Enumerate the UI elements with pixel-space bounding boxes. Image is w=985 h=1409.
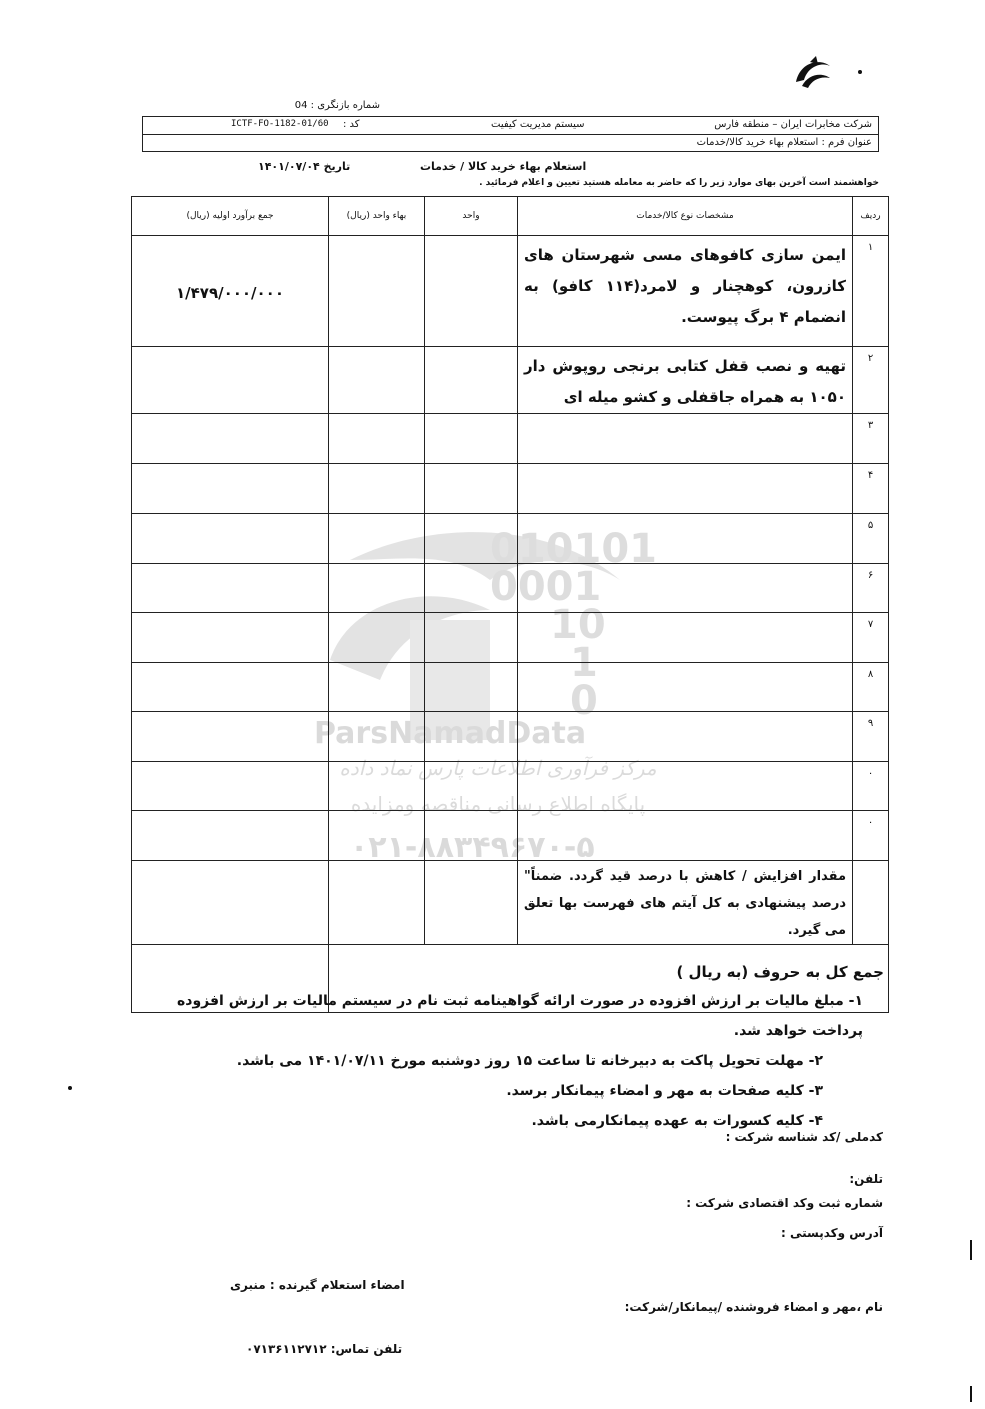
row-number: ۲ [867,353,874,364]
table-row [132,613,889,663]
row-unit [425,514,518,564]
row-unit [425,663,518,712]
row-total [132,861,329,945]
table-row [132,663,889,712]
table-row [132,564,889,613]
code-value: ICTF-FO-1182-01/60 [231,119,329,129]
company-logo [790,52,836,92]
row-description [518,613,853,663]
phone-field: تلفن: [849,1172,883,1186]
watermark-digits-2: 0001 [490,564,602,610]
note-item: ۳- کلیه صفحات به مهر و امضاء پیمانکار برسد. [506,1083,823,1099]
row-total [132,811,329,861]
row-unit-price [329,712,425,762]
watermark-phone: ۰۲۱-۸۸۳۴۹۶۷۰-۵ [350,830,595,865]
row-description [518,514,853,564]
row-unit-price [329,861,425,945]
header-description: مشخصات نوع کالا/خدمات [518,197,853,236]
items-table [131,196,889,1013]
header-box [142,116,879,152]
quality-system: سیستم مدیریت کیفیت [491,119,585,130]
watermark-digits-4: 1 [570,640,598,686]
table-row [132,464,889,514]
table-header-row [132,197,889,236]
row-unit-price [329,613,425,663]
national-id-field: کدملی /کد شناسه شرکت : [725,1130,883,1144]
row-total [132,762,329,811]
watermark-brand: ParsNamadData [314,716,587,751]
row-description [518,663,853,712]
form-title: عنوان فرم : استعلام بهاء خرید کالا/خدمات [696,137,872,148]
row-unit-price [329,514,425,564]
contact-phone: تلفن تماس: ۰۷۱۳۶۱۱۲۷۱۲ [246,1342,403,1356]
row-unit [425,347,518,414]
row-number: ۹ [867,718,874,729]
table-row [132,414,889,464]
row-number: ۶ [867,570,874,581]
row-unit [425,811,518,861]
row-total: ۱/۴۷۹/۰۰۰/۰۰۰ [176,284,284,302]
row-unit-price [329,414,425,464]
row-unit [425,236,518,347]
header-unit: واحد [425,197,518,236]
row-number: ۳ [867,420,874,431]
header-unit-price: بهاء واحد (ریال) [329,197,425,236]
table-row [132,811,889,861]
row-unit-price [329,811,425,861]
header-total: جمع برآورد اولیه (ریال) [132,197,329,236]
address-field: آدرس وکدپستی : [780,1226,883,1240]
row-number: ۵ [867,520,874,531]
notes-list [143,986,863,1136]
row-number: ۸ [867,669,874,680]
scan-mark [970,1240,972,1260]
scan-dot [858,70,862,74]
scan-mark [970,1386,972,1402]
row-unit-price [329,564,425,613]
row-unit [425,712,518,762]
row-description: ایمن سازی کافوهای مسی شهرستان های کازرون، کوهچنار و لامرد(۱۱۴ کافو) به انضمام ۴ برگ پیوست. [524,246,846,326]
code-label: کد : [343,119,360,130]
row-number: ۱ [867,242,874,253]
row-total [132,663,329,712]
table-row [132,514,889,564]
note-item: ۲- مهلت تحویل پاکت به دبیرخانه تا ساعت ۱۵ روز دوشنبه مورخ ۱۴۰۱/۰۷/۱۱ می باشد. [236,1053,823,1069]
table-row [132,236,889,347]
row-unit [425,564,518,613]
inquiry-title: استعلام بهاء خرید کالا / خدمات [420,160,587,173]
row-unit [425,414,518,464]
row-total [132,414,329,464]
row-total [132,514,329,564]
watermark-digits-3: 10 [550,602,606,648]
registration-field: شماره ثبت وکد اقتصادی شرکت : [686,1196,883,1210]
row-total [132,347,329,414]
header-row-number: ردیف [853,197,889,236]
row-unit-price [329,236,425,347]
row-description [518,414,853,464]
row-description [518,811,853,861]
note-item: ۴- کلیه کسورات به عهده پیمانکارمی باشد. [531,1113,823,1129]
row-description [518,564,853,613]
row-description [518,712,853,762]
row-total [132,464,329,514]
row-description [518,464,853,514]
adjustment-note: مقدار افزایش / کاهش با درصد قید گردد. ضمناً" درصد پیشنهادی به کل آیتم های فهرست بها تعلق می گیرد. [524,869,846,938]
row-unit-price [329,464,425,514]
table-row [132,712,889,762]
table-row [132,762,889,811]
revision-number: شماره بازنگری : 04 [294,100,380,111]
row-unit-price [329,347,425,414]
watermark-digits-1: 010101 [490,526,657,572]
seller-signature: نام ،مهر و امضاء فروشنده /پیمانکار/شرکت: [624,1300,883,1314]
row-total [132,613,329,663]
row-description: تهیه و نصب قفل کتابی برنجی روپوش دار ۱۰۵۰ به همراه جاقفلی و کشو میله ای [524,357,846,406]
row-total [132,564,329,613]
watermark-line1: مرکز فرآوری اطلاعات پارس نماد داده [339,756,657,780]
receiver-signature: امضاء استعلام گیرنده : منبری [230,1278,405,1292]
company-name: شرکت مخابرات ایران – منطقه فارس [714,119,872,130]
row-total [132,712,329,762]
row-number: ۰ [867,768,874,779]
row-unit [425,861,518,945]
row-description [518,762,853,811]
row-unit-price [329,663,425,712]
row-unit [425,464,518,514]
row-number: ۴ [867,470,874,481]
watermark-line2: پایگاه اطلاع رسانی مناقصه ومزایده [350,792,646,816]
row-number [853,861,889,945]
request-text: خواهشمند است آخرین بهای موارد زیر را که حاضر به معامله هستید تعیین و اعلام فرمائید . [479,178,879,188]
row-number: ۰ [867,817,874,828]
note-item: ۱- مبلغ مالیات بر ارزش افزوده در صورت ارائه گواهینامه ثبت نام در سیستم مالیات بر ارزش افزوده پرداخت خواهد شد. [177,993,863,1039]
inquiry-date: تاریخ ۱۴۰۱/۰۷/۰۴ [258,160,351,173]
row-unit-price [329,762,425,811]
sum-in-words: جمع کل به حروف (به ریال ) [676,963,884,981]
table-row [132,347,889,414]
row-unit [425,613,518,663]
scan-dot [68,1086,72,1090]
row-unit [425,762,518,811]
row-number: ۷ [867,619,874,630]
watermark-digits-5: 0 [570,678,598,724]
table-row-adjustment [132,861,889,945]
